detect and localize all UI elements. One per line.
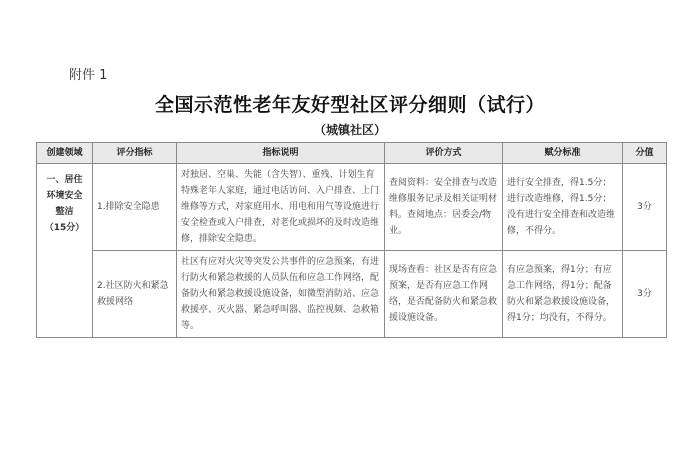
scoring-cell: 进行安全排查，得1.5分；进行改造维修，得1.5分；没有进行安全排查和改造维修，不得分。 [503,164,623,251]
indicator-cell: 1.排除安全隐患 [93,164,177,251]
domain-line: 一、居住 [46,175,83,185]
scoring-table [36,142,667,338]
attachment-label: 附件 1 [69,68,108,83]
column-header-domain: 创建领域 [37,143,93,164]
domain-line: 整洁 [55,207,74,217]
table-row [37,251,667,338]
column-header-points: 分值 [623,143,667,164]
document-subtitle: （城镇社区） [313,123,386,137]
column-header-description: 指标说明 [177,143,385,164]
column-header-scoring: 赋分标准 [503,143,623,164]
document-title: 全国示范性老年友好型社区评分细则（试行） [154,94,545,116]
table-row [37,164,667,251]
scoring-cell: 有应急预案，得1分；有应急工作网络，得1分；配备防火和紧急救援设施设备，得1分；均没有，不得分。 [503,251,623,338]
evaluation-cell: 现场查看：社区是否有应急预案，是否有应急工作网络，是否配备防火和紧急救援设施设备。 [385,251,503,338]
column-header-indicator: 评分指标 [93,143,177,164]
domain-cell [37,164,93,338]
indicator-cell: 2.社区防火和紧急救援网络 [93,251,177,338]
description-cell: 对独居、空巢、失能（含失智）、重残、计划生育特殊老年人家庭，通过电话访问、入户排查、上门维修等方式，对家庭用水、用电和用气等设施进行安全检查或入户排查，对老化或损坏的及时改造维修，排除安全隐患。 [177,164,385,251]
domain-line: （15分） [44,223,85,233]
description-cell: 社区有应对火灾等突发公共事件的应急预案，有进行防火和紧急救援的人员队伍和应急工作网络，配备防火和紧急救援设施设备，如微型消防站、应急救援亭、灭火器、紧急呼叫器、监控视频、急救箱等。 [177,251,385,338]
evaluation-cell: 查阅资料：安全排查与改造维修服务记录及相关证明材料。查阅地点：居委会/物业。 [385,164,503,251]
domain-line: 环境安全 [46,191,83,201]
table-header-row [37,143,667,164]
points-cell: 3分 [623,251,667,338]
points-cell: 3分 [623,164,667,251]
column-header-evaluation: 评价方式 [385,143,503,164]
